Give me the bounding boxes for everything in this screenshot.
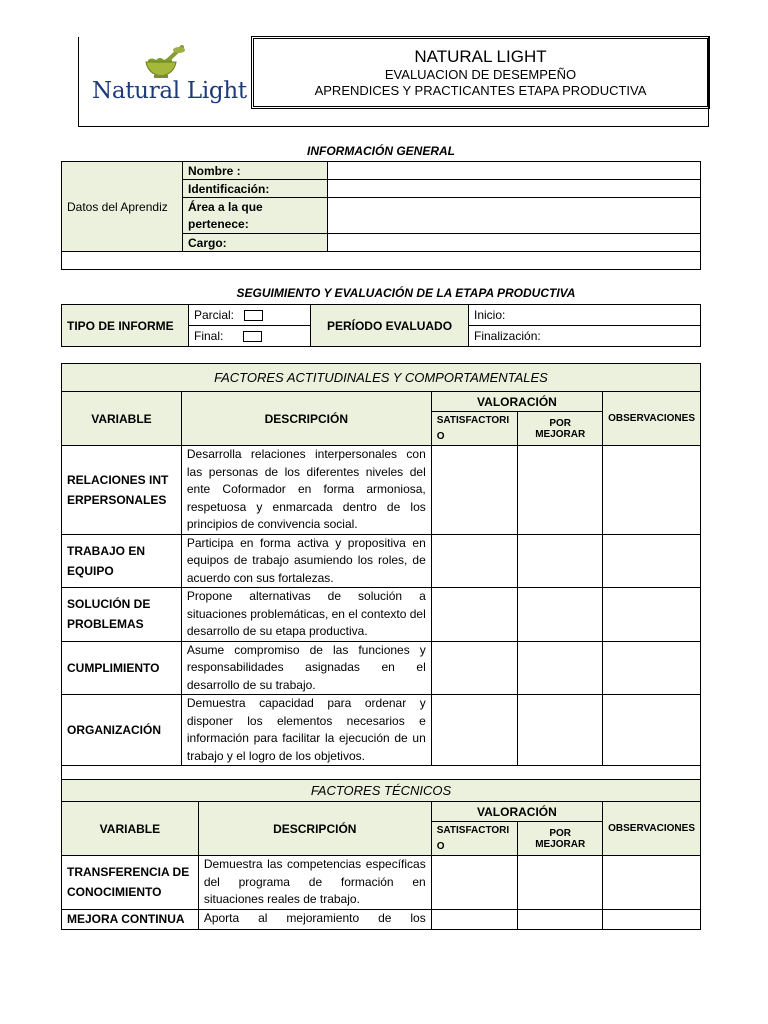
satisfactorio-cell[interactable] (431, 641, 518, 695)
col-valoracion: VALORACIÓN (431, 392, 602, 412)
field-label-cargo: Cargo: (183, 234, 328, 252)
cargo-field[interactable] (328, 234, 701, 252)
header-title-box (253, 38, 708, 107)
nombre-field[interactable] (328, 162, 701, 180)
satisfactorio-cell[interactable] (431, 446, 518, 535)
mejorar-cell[interactable] (518, 641, 603, 695)
variable-cumplimiento: CUMPLIMIENTO (62, 641, 182, 695)
descripcion-solucion-problemas: Propone alternativas de solución a situaciones problemáticas, en el contexto del desarrollo de su etapa productiva. (181, 588, 431, 642)
satisfactorio-cell[interactable] (431, 856, 518, 910)
col-descripcion: DESCRIPCIÓN (198, 802, 431, 856)
final-option[interactable] (189, 326, 311, 347)
final-label: Final: (194, 329, 224, 343)
variable-mejora-continua: MEJORA CONTINUA (62, 909, 199, 929)
descripcion-cumplimiento: Asume compromiso de las funciones y responsabilidades asignadas en el desarrollo de su trabajo. (181, 641, 431, 695)
descripcion-transferencia: Demuestra las competencias específicas del programa de formación en situaciones reales de trabajo. (198, 856, 431, 910)
variable-trabajo-equipo: TRABAJO EN EQUIPO (62, 534, 182, 588)
descripcion-relaciones: Desarrolla relaciones interpersonales con las personas de los diferentes niveles del ente Coformador en forma armoniosa, respetuosa y enmarcada dentro de los principios de convivencia social. (181, 446, 431, 535)
aprendiz-group-label: Datos del Aprendiz (62, 162, 183, 252)
mejorar-cell[interactable] (518, 909, 603, 929)
variable-relaciones: RELACIONES INTERPERSONALES (62, 446, 182, 535)
seguimiento-title: SEGUIMIENTO Y EVALUACIÓN DE LA ETAPA PRODUCTIVA (236, 286, 576, 300)
mejorar-cell[interactable] (518, 695, 603, 766)
field-label-nombre: Nombre : (183, 162, 328, 180)
col-variable: VARIABLE (62, 392, 182, 446)
general-info-title: INFORMACIÓN GENERAL (307, 144, 455, 158)
finalizacion-field[interactable] (469, 326, 701, 347)
observaciones-cell[interactable] (603, 695, 701, 766)
final-checkbox[interactable] (243, 331, 262, 342)
col-observaciones: OBSERVACIONES (603, 392, 701, 446)
tecnicos-title: FACTORES TÉCNICOS (62, 780, 701, 802)
actitudinales-title: FACTORES ACTITUDINALES Y COMPORTAMENTALES (62, 364, 701, 392)
inicio-label: Inicio: (474, 308, 506, 322)
document-subtitle-1: EVALUACION DE DESEMPEÑO (384, 67, 577, 82)
general-info-table (61, 161, 701, 252)
identificacion-field[interactable] (328, 180, 701, 198)
satisfactorio-cell[interactable] (431, 909, 518, 929)
col-valoracion: VALORACIÓN (431, 802, 602, 822)
descripcion-mejora-continua: Aporta al mejoramiento de los (198, 909, 431, 929)
tipo-informe-label: TIPO DE INFORME (62, 305, 189, 347)
inicio-field[interactable] (469, 305, 701, 326)
mejorar-cell[interactable] (518, 446, 603, 535)
logo-text: Natural Light (92, 78, 247, 104)
col-variable: VARIABLE (62, 802, 199, 856)
col-por-mejorar: POR MEJORAR (518, 822, 603, 856)
field-label-area: Área a la que pertenece: (183, 198, 328, 234)
variable-transferencia: TRANSFERENCIA DE CONOCIMIENTO (62, 856, 199, 910)
col-satisfactorio: SATISFACTORIO (431, 822, 518, 856)
document-subtitle-2: APRENDICES Y PRACTICANTES ETAPA PRODUCTIVA (314, 83, 647, 98)
satisfactorio-cell[interactable] (431, 534, 518, 588)
satisfactorio-cell[interactable] (431, 695, 518, 766)
mejorar-cell[interactable] (518, 534, 603, 588)
col-observaciones: OBSERVACIONES (603, 802, 701, 856)
mejorar-cell[interactable] (518, 588, 603, 642)
field-label-identificacion: Identificación: (183, 180, 328, 198)
observaciones-cell[interactable] (603, 446, 701, 535)
mejorar-cell[interactable] (518, 856, 603, 910)
variable-solucion-problemas: SOLUCIÓN DE PROBLEMAS (62, 588, 182, 642)
actitudinales-table (61, 363, 701, 784)
seguimiento-table (61, 304, 701, 347)
satisfactorio-cell[interactable] (431, 588, 518, 642)
col-satisfactorio: SATISFACTORIO (431, 412, 518, 446)
variable-organizacion: ORGANIZACIÓN (62, 695, 182, 766)
observaciones-cell[interactable] (603, 534, 701, 588)
observaciones-cell[interactable] (603, 588, 701, 642)
parcial-option[interactable] (189, 305, 311, 326)
area-field[interactable] (328, 198, 701, 234)
parcial-label: Parcial: (194, 308, 235, 322)
parcial-checkbox[interactable] (244, 310, 263, 321)
descripcion-organizacion: Demuestra capacidad para ordenar y disponer los elementos necesarios e información para facilitar la ejecución de un trabajo y el logro de los objetivos. (181, 695, 431, 766)
observaciones-cell[interactable] (603, 641, 701, 695)
finalizacion-label: Finalización: (474, 329, 541, 343)
observaciones-cell[interactable] (603, 856, 701, 910)
observaciones-cell[interactable] (603, 909, 701, 929)
periodo-evaluado-label: PERÍODO EVALUADO (311, 305, 469, 347)
document-title: NATURAL LIGHT (414, 47, 547, 66)
tecnicos-table (61, 779, 701, 930)
col-descripcion: DESCRIPCIÓN (181, 392, 431, 446)
descripcion-trabajo-equipo: Participa en forma activa y propositiva en equipos de trabajo asumiendo los roles, de acuerdo con sus fortalezas. (181, 534, 431, 588)
company-logo (90, 44, 248, 110)
col-por-mejorar: POR MEJORAR (518, 412, 603, 446)
general-info-spacer-row (61, 251, 701, 270)
